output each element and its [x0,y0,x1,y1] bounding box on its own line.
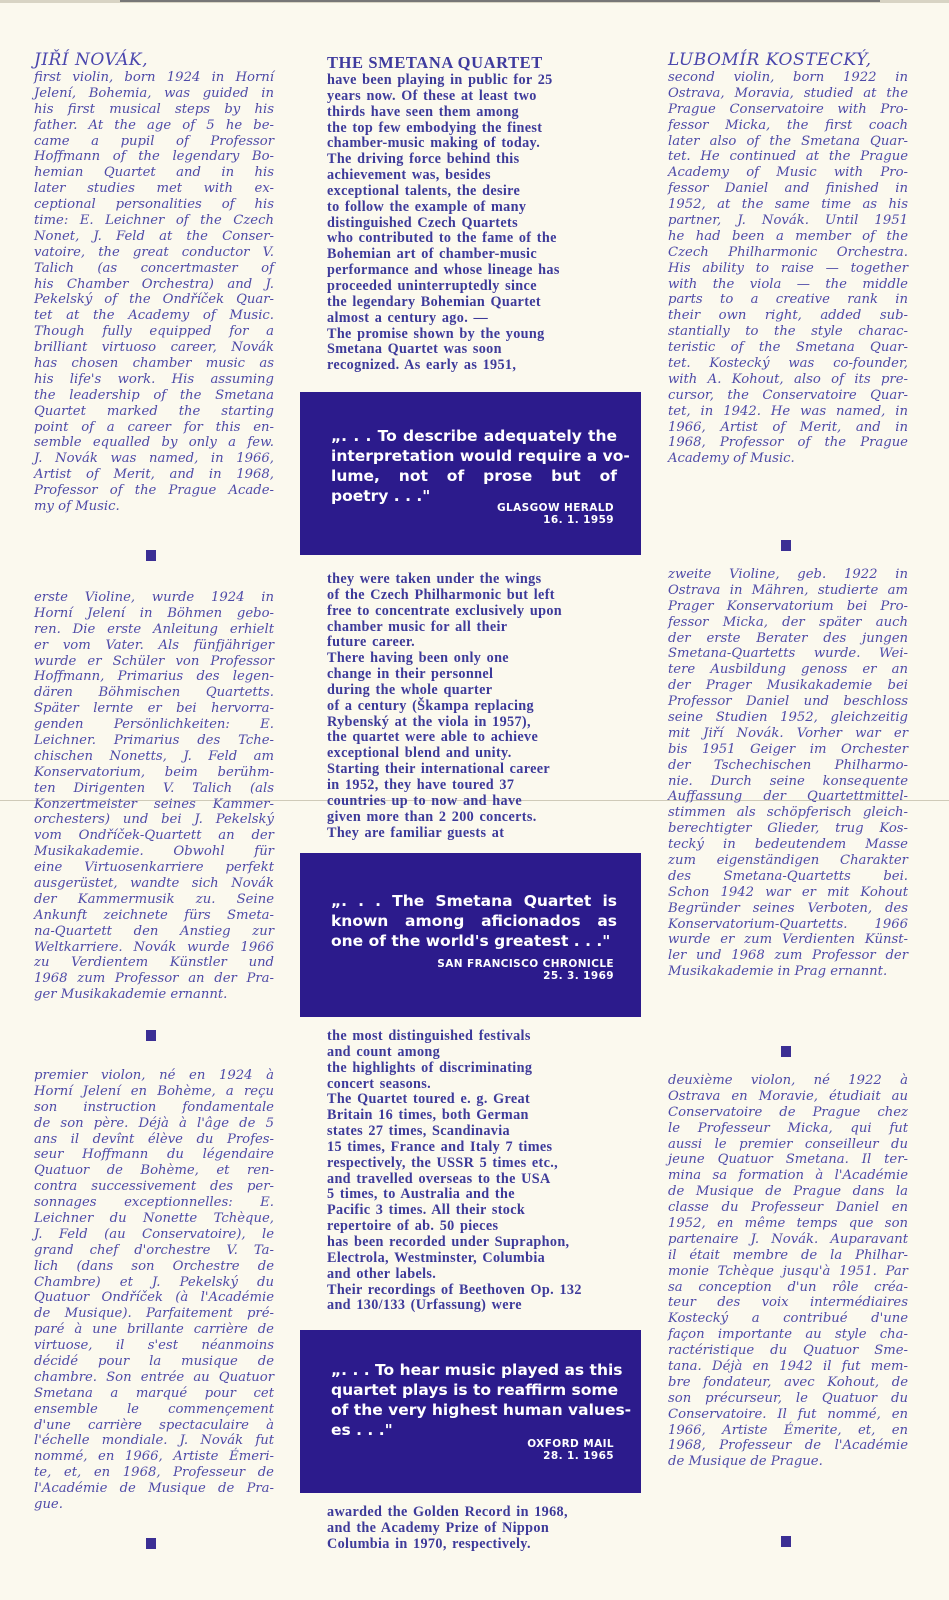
quote-date: 28. 1. 1965 [543,1450,614,1462]
novak-english-text [34,70,274,515]
text-line: There having been only one [327,650,509,667]
text-line: Hoffmann of the legendary Bo- [34,149,274,165]
quote-line: one of the world's greatest . . ." [331,932,611,950]
text-line: Begründer seines Verboten, des [668,900,908,916]
text-line: his life's work. His assuming [34,371,274,387]
text-line: wurde er Schüler von Professor [34,653,274,669]
text-line: stimmen als schöpferisch gleich- [668,805,908,821]
text-line: the leadership of the Smetana [34,387,274,403]
novak-french-text [34,1068,274,1513]
text-line: Britain 16 times, both German [327,1107,529,1124]
text-line: des Smetana-Quartetts bei. [668,868,908,884]
quartet-section-2 [327,572,627,841]
text-line: de son père. Déjà à l'âge de 5 [34,1115,274,1131]
text-line: Schon 1942 war er mit Kohout [668,884,908,900]
text-line: the legendary Bohemian Quartet [327,293,541,310]
text-line: stantially to the style charac- [668,324,908,340]
text-line: er vom Vater. Als fünfjähriger [34,637,274,653]
quote-line: „. . . The Smetana Quartet is [331,892,617,910]
text-line: lich (dans son Orchestre de [34,1258,274,1274]
text-line: Hoffmann, Primarius des legen- [34,669,274,685]
text-line: and travelled overseas to the USA [327,1170,551,1187]
text-line: chamber music for all their [327,618,508,635]
text-line: Conservatoire. Il fut nommé, en [668,1406,908,1422]
text-line: recognized. As early as 1951, [327,357,517,374]
section-divider-square [781,540,791,551]
text-line: time: E. Leichner of the Czech [34,213,274,229]
text-line: Leichner. Primarius des Tche- [34,733,274,749]
text-line: who contributed to the fame of the [327,230,557,247]
quartet-section-1 [327,53,627,374]
quote-line: es . . ." [331,1421,393,1439]
quote-text [331,1360,632,1440]
text-line: in 1952, they have toured 37 [327,776,515,793]
text-line: Prager Konservatorium bei Pro- [668,598,908,614]
text-line: vom Ondříček-Quartett an der [34,828,274,844]
text-line: paré à une brillante carrière de [34,1322,274,1338]
text-line: Pekelský of the Ondříček Quar- [34,292,274,308]
kostecky-french-text [668,1073,908,1470]
text-line: ans il devînt élève du Profes- [34,1131,274,1147]
kostecky-english-section [668,50,908,467]
kostecky-german-section [668,567,908,980]
text-line: Horní Jelení in Böhmen gebo- [34,605,274,621]
text-line: Quatuor de Bohème, et ren- [34,1163,274,1179]
text-line: Their recordings of Beethoven Op. 132 [327,1281,582,1298]
text-line: sa conception d'un rôle créa- [668,1279,908,1295]
text-line: performance and whose lineage has [327,262,560,279]
text-line: deuxième violon, né 1922 à [668,1073,908,1088]
text-line: 15 times, France and Italy 7 times [327,1138,553,1155]
quote-line: „. . . To describe adequately the [331,427,617,445]
quote-publication: OXFORD MAIL [527,1438,614,1450]
text-line: Ostrava en Moravie, étudiait au [668,1088,908,1104]
text-line: mina sa formation à l'Académie [668,1168,908,1184]
text-line: Prague Conservatoire with Pro- [668,101,908,117]
text-line: chamber-music making of today. [327,135,541,152]
quote-publication: SAN FRANCISCO CHRONICLE [437,958,614,970]
text-line: aussi le premier conseilleur du [668,1136,908,1152]
text-line: l'échelle mondiale. J. Novák fut [34,1433,274,1449]
text-line: wurde er zum Verdienten Künst- [668,932,908,948]
text-line: nommé, en 1966, Artiste Émeri- [34,1449,274,1465]
text-line: The driving force behind this [327,151,520,168]
text-line: concert seasons. [327,1075,432,1092]
text-line: mit Jiří Novák. Vorher war er [668,725,908,741]
text-line: Später lernte er bei hervorra- [34,701,274,717]
text-line: distinguished Czech Quartets [327,214,518,231]
text-line: 1968 zum Professor an der Pra- [34,971,274,987]
text-line: na-Quartett den Anstieg zur [34,923,274,939]
text-line: with A. Kohout, also of its pre- [668,371,908,387]
text-line: 1952, en même temps que son [668,1216,908,1232]
text-line: berechtigter Glieder, trug Kos- [668,821,908,837]
text-line: jeune Quatuor Smetana. Il ter- [668,1152,908,1168]
quote-box-oxford-mail [300,1330,641,1493]
text-line: orchesters) und bei J. Pekelský [34,812,274,828]
text-line: ten Dirigenten V. Talich (als [34,780,274,796]
text-line: 1968, Professor of the Prague [668,435,908,451]
text-line: ceptional personalities of his [34,197,274,213]
text-line: ensemble le commençement [34,1401,274,1417]
top-edge-shadow [120,0,880,2]
text-line: zum eigenständigen Charakter [668,853,908,869]
quote-line: of the very highest human values- [331,1401,632,1419]
text-line: de Musique de Prague dans la [668,1184,908,1200]
text-line: monie Tchèque jusqu'à 1951. Par [668,1263,908,1279]
text-line: thirds have seen them among [327,103,520,120]
text-line: awarded the Golden Record in 1968, [327,1504,568,1520]
quote-line: „. . . To hear music played as this [331,1361,623,1379]
text-line: the top few embodying the finest [327,119,543,136]
quartet-title: THE SMETANA QUARTET [327,53,543,72]
text-line: tecký in bedeutendem Masse [668,837,908,853]
text-line: eine Virtuosenkarriere perfekt [34,860,274,876]
text-line: future career. [327,634,416,651]
text-line: the quartet were able to achieve [327,729,539,746]
text-line: His ability to raise — together [668,260,908,276]
text-line: Leichner du Nonette Tchèque, [34,1211,274,1227]
text-line: their own right, added sub- [668,308,908,324]
text-line: te, et, en 1968, Professeur de [34,1465,274,1481]
text-line: proceeded uninterruptedly since [327,277,537,294]
text-line: contra successivement des per- [34,1179,274,1195]
text-line: premier violon, né en 1924 à [34,1068,274,1083]
text-line: de Musique). Parfaitement pré- [34,1306,274,1322]
quote-line: quartet plays is to reaffirm some [331,1381,619,1399]
text-line: le Professeur Micka, qui fut [668,1120,908,1136]
text-line: erste Violine, wurde 1924 in [34,590,274,605]
text-line: gue. [34,1497,63,1513]
text-line: partner, J. Novák. Until 1951 [668,213,908,229]
novak-german-section [34,590,274,1003]
text-line: d'une carrière spectaculaire à [34,1417,274,1433]
novak-name-heading: JIŘÍ NOVÁK, [34,50,148,70]
text-line: Smetana Quartet was soon [327,341,502,358]
quote-date: 25. 3. 1969 [543,970,614,982]
quote-source [497,502,614,526]
text-line: de Musique de Prague. [668,1454,823,1470]
text-line: son précurseur, le Quatuor du [668,1390,908,1406]
text-line: Quartet marked the starting [34,403,274,419]
text-line: son instruction fondamentale [34,1099,274,1115]
text-line: sonnages exceptionnelles: E. [34,1195,274,1211]
text-line: parts to a creative rank in [668,292,908,308]
text-line: zweite Violine, geb. 1922 in [668,567,908,582]
text-line: Ankunft zeichnete fürs Smeta- [34,907,274,923]
text-line: change in their personnel [327,666,494,683]
text-line: has been recorded under Supraphon, [327,1233,570,1250]
text-line: second violin, born 1922 in [668,70,908,85]
text-line: the highlights of discriminating [327,1059,533,1076]
text-line: virtuose, il s'est néanmoins [34,1338,274,1354]
kostecky-english-text [668,70,908,467]
text-line: first violin, born 1924 in Horní [34,70,274,85]
kostecky-name-heading: LUBOMÍR KOSTECKÝ, [668,50,872,70]
text-line: of a century (Škampa replacing [327,697,534,714]
text-line: tere Ausbildung genoss er an [668,662,908,678]
text-line: seine Studien 1952, gleichzeitig [668,710,908,726]
text-line: Columbia in 1970, respectively. [327,1535,531,1552]
text-line: The Quartet toured e. g. Great [327,1091,531,1108]
quote-source [437,958,614,982]
text-line: zu Verdientem Künstler und [34,955,274,971]
text-line: chischen Nonetts, J. Feld am [34,748,274,764]
text-line: brilliant virtuoso career, Novák [34,340,274,356]
section-divider-square [781,1536,791,1547]
section-divider-square [781,1046,791,1057]
text-line: tet. He continued at the Prague [668,149,908,165]
quartet-section-3 [327,1029,627,1314]
text-line: Czech Philharmonic Orchestra. [668,244,908,260]
text-line: ractéristique du Quatuor Sme- [668,1343,908,1359]
text-line: and 130/133 (Urfassung) were [327,1297,522,1314]
text-line: Konservatorium-Quartetts. 1966 [668,916,908,932]
text-line: Konservatorium, beim berühm- [34,764,274,780]
text-line: dären Böhmischen Quartetts. [34,685,274,701]
text-line: Academy of Music with Pro- [668,165,908,181]
text-line: genden Persönlichkeiten: E. [34,717,274,733]
text-line: tana. Déjà en 1942 il fut mem- [668,1359,908,1375]
text-line: nie. Durch seine konsequente [668,773,908,789]
text-line: achievement was, besides [327,167,491,184]
text-line: ler und 1968 zum Professor der [668,948,908,964]
quote-publication: GLASGOW HERALD [497,502,614,514]
text-line: semble equalled by only a few. [34,435,274,451]
text-line: Professor of the Prague Acade- [34,483,274,499]
quote-source [527,1438,614,1462]
text-line: Auffassung der Quartettmittel- [668,789,908,805]
text-line: my of Music. [34,499,120,515]
text-line: der erste Berater des jungen [668,630,908,646]
text-line: 1952, at the same time as his [668,197,908,213]
text-line: cursor, the Conservatoire Quar- [668,387,908,403]
quartet-section-4 [327,1505,627,1553]
text-line: Smetana a marqué pour cet [34,1385,274,1401]
text-line: Kostecký a contribué d'une [668,1311,908,1327]
text-line: ren. Die erste Anleitung erhielt [34,621,274,637]
text-line: Electrola, Westminster, Columbia [327,1249,546,1266]
text-line: has chosen chamber music as [34,356,274,372]
text-line: tet, in 1942. He was named, in [668,403,908,419]
text-line: façon importante au style cha- [668,1327,908,1343]
quartet-text-3 [327,1029,627,1314]
text-line: he had been a member of the [668,228,908,244]
text-line: fessor Daniel and finished in [668,181,908,197]
quote-box-sf-chronicle [300,853,641,1017]
quote-line: lume, not of prose but of [331,467,617,485]
quartet-text-1 [327,73,627,374]
text-line: came a pupil of Professor [34,133,274,149]
text-line: during the whole quarter [327,681,493,698]
text-line: years now. Of these at least two [327,87,537,104]
text-line: 5 times, to Australia and the [327,1186,515,1203]
text-line: vatoire, the great conductor V. [34,244,274,260]
quote-text [331,426,630,506]
text-line: der Prager Musikakademie bei [668,678,908,694]
novak-english-section [34,50,274,515]
quote-box-glasgow [300,392,641,555]
text-line: chambre. Son entrée au Quatuor [34,1369,274,1385]
text-line: grand chef d'orchestre V. Ta- [34,1242,274,1258]
text-line: J. Novák was named, in 1966, [34,451,274,467]
text-line: Smetana-Quartetts wurde. Wei- [668,646,908,662]
text-line: 1966, Artist of Merit, and in [668,419,908,435]
text-line: Artist of Merit, and in 1968, [34,467,274,483]
text-line: tet. Kostecký was co-founder, [668,356,908,372]
quote-line: known among aficionados as [331,912,617,930]
quote-line: interpretation would require a vo- [331,447,630,465]
text-line: Nonet, J. Feld at the Conser- [34,228,274,244]
quartet-text-2 [327,572,627,841]
text-line: and count among [327,1043,441,1060]
quote-date: 16. 1. 1959 [543,514,614,526]
text-line: fessor Micka, the first coach [668,117,908,133]
text-line: Starting their international career [327,761,551,778]
text-line: free to concentrate exclusively upon [327,602,563,619]
text-line: later studies met with ex- [34,181,274,197]
text-line: Quatuor Ondříček (à l'Académie [34,1290,274,1306]
novak-french-section [34,1068,274,1513]
text-line: partenaire J. Novák. Auparavant [668,1231,908,1247]
text-line: his Chamber Orchestra) and J. [34,276,274,292]
text-line: décidé pour la musique de [34,1354,274,1370]
text-line: fessor Micka, der später auch [668,614,908,630]
text-line: bre fondateur, avec Kohout, de [668,1374,908,1390]
text-line: they were taken under the wings [327,571,542,587]
text-line: his first musical steps by his [34,101,274,117]
text-line: the most distinguished festivals [327,1028,531,1044]
text-line: exceptional talents, the desire [327,182,521,199]
text-line: seur Hoffmann du légendaire [34,1147,274,1163]
text-line: Though fully equipped for a [34,324,274,340]
text-line: point of a career for this en- [34,419,274,435]
text-line: Jelení, Bohemia, was guided in [34,85,274,101]
text-line: teur des voix intermédiaires [668,1295,908,1311]
text-line: hemian Quartet and in his [34,165,274,181]
text-line: Ostrava in Mähren, studierte am [668,582,908,598]
text-line: and the Academy Prize of Nippon [327,1519,550,1536]
text-line: exceptional blend and unity. [327,745,512,762]
text-line: Konzertmeister seines Kammer- [34,796,274,812]
text-line: countries up to now and have [327,792,523,809]
text-line: tet at the Academy of Music. [34,308,274,324]
text-line: Professor Daniel und beschloss [668,694,908,710]
text-line: They are familiar guests at [327,824,505,841]
text-line: Pacific 3 times. All their stock [327,1202,526,1219]
text-line: father. At the age of 5 he be- [34,117,274,133]
quote-text [331,891,617,951]
text-line: have been playing in public for 25 [327,72,553,88]
text-line: with the viola — the middle [668,276,908,292]
text-line: and other labels. [327,1265,437,1282]
text-line: 1968, Professeur de l'Académie [668,1438,908,1454]
section-divider-square [146,1030,156,1041]
text-line: repertoire of ab. 50 pieces [327,1218,499,1235]
kostecky-french-section [668,1073,908,1470]
quartet-text-4 [327,1505,627,1553]
text-line: bis 1951 Geiger im Orchester [668,741,908,757]
text-line: der Kammermusik zu. Seine [34,891,274,907]
text-line: ausgerüstet, wandte sich Novák [34,876,274,892]
text-line: Rybenský at the viola in 1957), [327,713,531,730]
text-line: Musikakademie in Prag ernannt. [668,964,888,980]
text-line: states 27 times, Scandinavia [327,1123,510,1140]
text-line: respectively, the USSR 5 times etc., [327,1154,559,1171]
text-line: given more than 2 200 concerts. [327,808,537,825]
text-line: teristic of the Smetana Quar- [668,340,908,356]
text-line: Academy of Music. [668,451,795,467]
text-line: to follow the example of many [327,198,527,215]
text-line: J. Feld (au Conservatoire), le [34,1226,274,1242]
text-line: ger Musikakademie ernannt. [34,987,228,1003]
text-line: of the Czech Philharmonic but left [327,586,555,603]
text-line: il était membre de la Philhar- [668,1247,908,1263]
text-line: der Tschechischen Philharmo- [668,757,908,773]
text-line: almost a century ago. — [327,309,489,326]
kostecky-german-text [668,567,908,980]
text-line: Bohemian art of chamber-music [327,246,537,263]
text-line: Chambre) et J. Pekelský du [34,1274,274,1290]
section-divider-square [146,1538,156,1549]
text-line: Ostrava, Moravia, studied at the [668,85,908,101]
text-line: Weltkarriere. Novák wurde 1966 [34,939,274,955]
text-line: Conservatoire de Prague chez [668,1104,908,1120]
text-line: 1966, Artiste Émerite, et, en [668,1422,908,1438]
novak-german-text [34,590,274,1003]
text-line: Musikakademie. Obwohl für [34,844,274,860]
text-line: l'Académie de Musique de Pra- [34,1481,274,1497]
text-line: Talich (as concertmaster of [34,260,274,276]
text-line: The promise shown by the young [327,325,545,342]
text-line: later also of the Smetana Quar- [668,133,908,149]
text-line: classe du Professeur Daniel en [668,1200,908,1216]
text-line: Horní Jelení en Bohème, a reçu [34,1083,274,1099]
quote-line: poetry . . ." [331,487,431,505]
section-divider-square [146,550,156,561]
